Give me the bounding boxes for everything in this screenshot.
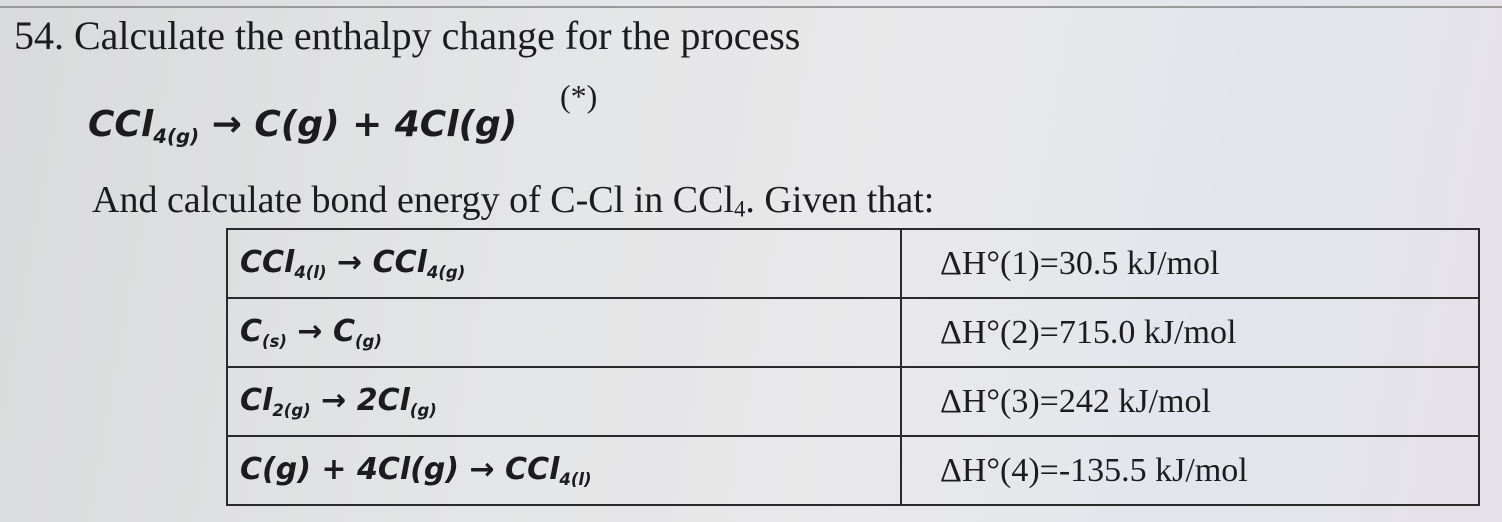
product: C	[332, 314, 355, 350]
product-state: 4(g)	[426, 262, 466, 282]
process-products: → C(g) + 4Cl(g)	[199, 104, 518, 145]
reaction-cell	[227, 298, 901, 367]
table-row	[227, 298, 1479, 367]
instruction-text-end: . Given that:	[745, 179, 935, 221]
enthalpy-cell: ΔH°(1)=30.5 kJ/mol	[901, 229, 1479, 298]
process-equation	[88, 104, 517, 148]
product: CCl	[505, 452, 560, 488]
enthalpy-cell: ΔH°(3)=242 kJ/mol	[901, 367, 1479, 436]
instruction-text: And calculate bond energy of C-Cl in CCl	[92, 179, 735, 221]
reactant: C(g) + 4Cl(g)	[240, 452, 460, 488]
process-reactant-state: 4(g)	[153, 124, 200, 148]
table-row	[227, 229, 1479, 298]
reactant: Cl	[240, 383, 273, 419]
reaction-cell	[227, 436, 901, 505]
given-data-table	[226, 228, 1480, 506]
reaction-arrow: →	[459, 452, 506, 488]
reactant-state: (s)	[262, 331, 287, 351]
reaction-arrow: →	[286, 314, 333, 350]
product-state: (g)	[409, 400, 437, 420]
reaction-arrow: →	[310, 383, 357, 419]
instruction-subscript: 4	[734, 196, 746, 222]
enthalpy-cell: ΔH°(2)=715.0 kJ/mol	[901, 298, 1479, 367]
reactant-state: 4(l)	[294, 262, 327, 282]
process-star-marker: (*)	[560, 78, 598, 114]
enthalpy-cell: ΔH°(4)=-135.5 kJ/mol	[901, 436, 1479, 505]
reactant: C	[240, 314, 263, 350]
reaction-arrow: →	[326, 245, 373, 281]
process-reactant: CCl	[88, 104, 154, 145]
product-state: 4(l)	[559, 469, 592, 489]
product: 2Cl	[356, 383, 410, 419]
reaction-cell	[227, 367, 901, 436]
table-row	[227, 436, 1479, 505]
top-divider	[0, 6, 1502, 8]
reactant: CCl	[240, 245, 295, 281]
reactant-state: 2(g)	[272, 400, 311, 420]
table-row	[227, 367, 1479, 436]
product-state: (g)	[355, 331, 382, 351]
question-title: 54. Calculate the enthalpy change for the process	[14, 13, 801, 58]
reaction-cell	[227, 229, 901, 298]
product: CCl	[372, 245, 427, 281]
question-instruction	[92, 178, 934, 223]
